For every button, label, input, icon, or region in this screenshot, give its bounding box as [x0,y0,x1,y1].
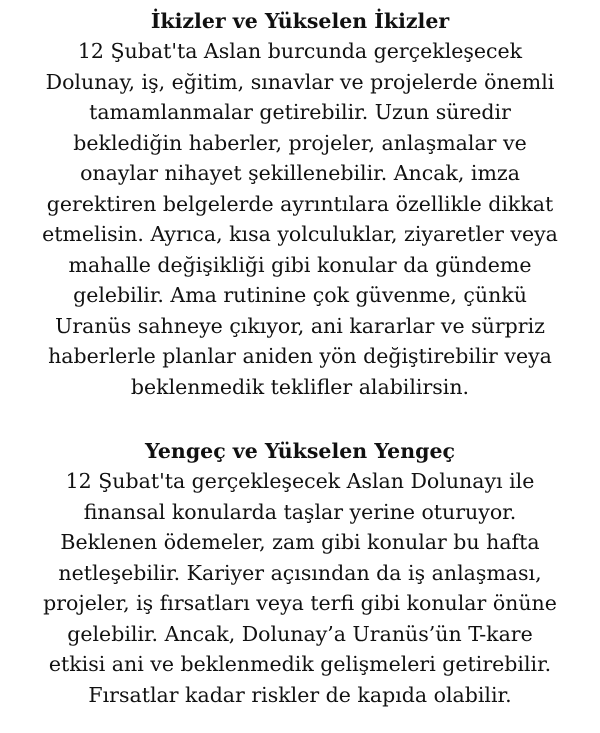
body-line: beklenmedik teklifler alabilirsin. [130,374,470,399]
body-line: gelebilir. Ama rutinine çok güvenme, çünkü [73,283,527,307]
body-line: 12 Şubat'ta gerçekleşecek Aslan Dolunayı ile [65,469,535,493]
body-line: etmelisin. Ayrıca, kısa yolculuklar, ziyaretler veya [42,222,558,246]
body-line: tamamlanmalar getirebilir. Uzun süredir [89,100,511,124]
body-line: haberlerle planlar aniden yön değiştirebilir veya [48,344,552,368]
section-body [12,36,588,402]
section-title: Yengeç ve Yükselen Yengeç [145,439,455,463]
body-line: mahalle değişikliği gibi konular da gündeme [68,252,532,277]
body-line: onaylar nihayet şekillenebilir. Ancak, imza [80,161,520,185]
body-line: projeler, iş fırsatları veya terfi gibi konular önüne [43,591,557,615]
section-ikizler [12,6,588,402]
body-line: Fırsatlar kadar riskler de kapıda olabilir. [88,682,512,707]
body-line: gerektiren belgelerde ayrıntılara özellikle dikkat [46,191,554,216]
body-line: Dolunay, iş, eğitim, sınavlar ve projelerde önemli [45,69,555,94]
section-body [12,466,588,710]
body-line: etkisi ani ve beklenmedik gelişmeleri getirebilir. [48,652,552,676]
body-line: Beklenen ödemeler, zam gibi konular bu hafta [60,530,540,554]
body-line: 12 Şubat'ta Aslan burcunda gerçekleşecek [77,39,523,63]
body-line: Uranüs sahneye çıkıyor, ani kararlar ve sürpriz [55,313,545,338]
body-line: gelebilir. Ancak, Dolunay’a Uranüs’ün T-kare [67,621,533,646]
body-line: beklediğin haberler, projeler, anlaşmalar ve [73,130,527,155]
body-line: finansal konularda taşlar yerine oturuyor. [83,499,517,524]
section-title: İkizler ve Yükselen İkizler [150,9,450,33]
section-yengec [12,436,588,710]
body-line: netleşebilir. Kariyer açısından da iş anlaşması, [58,560,542,585]
